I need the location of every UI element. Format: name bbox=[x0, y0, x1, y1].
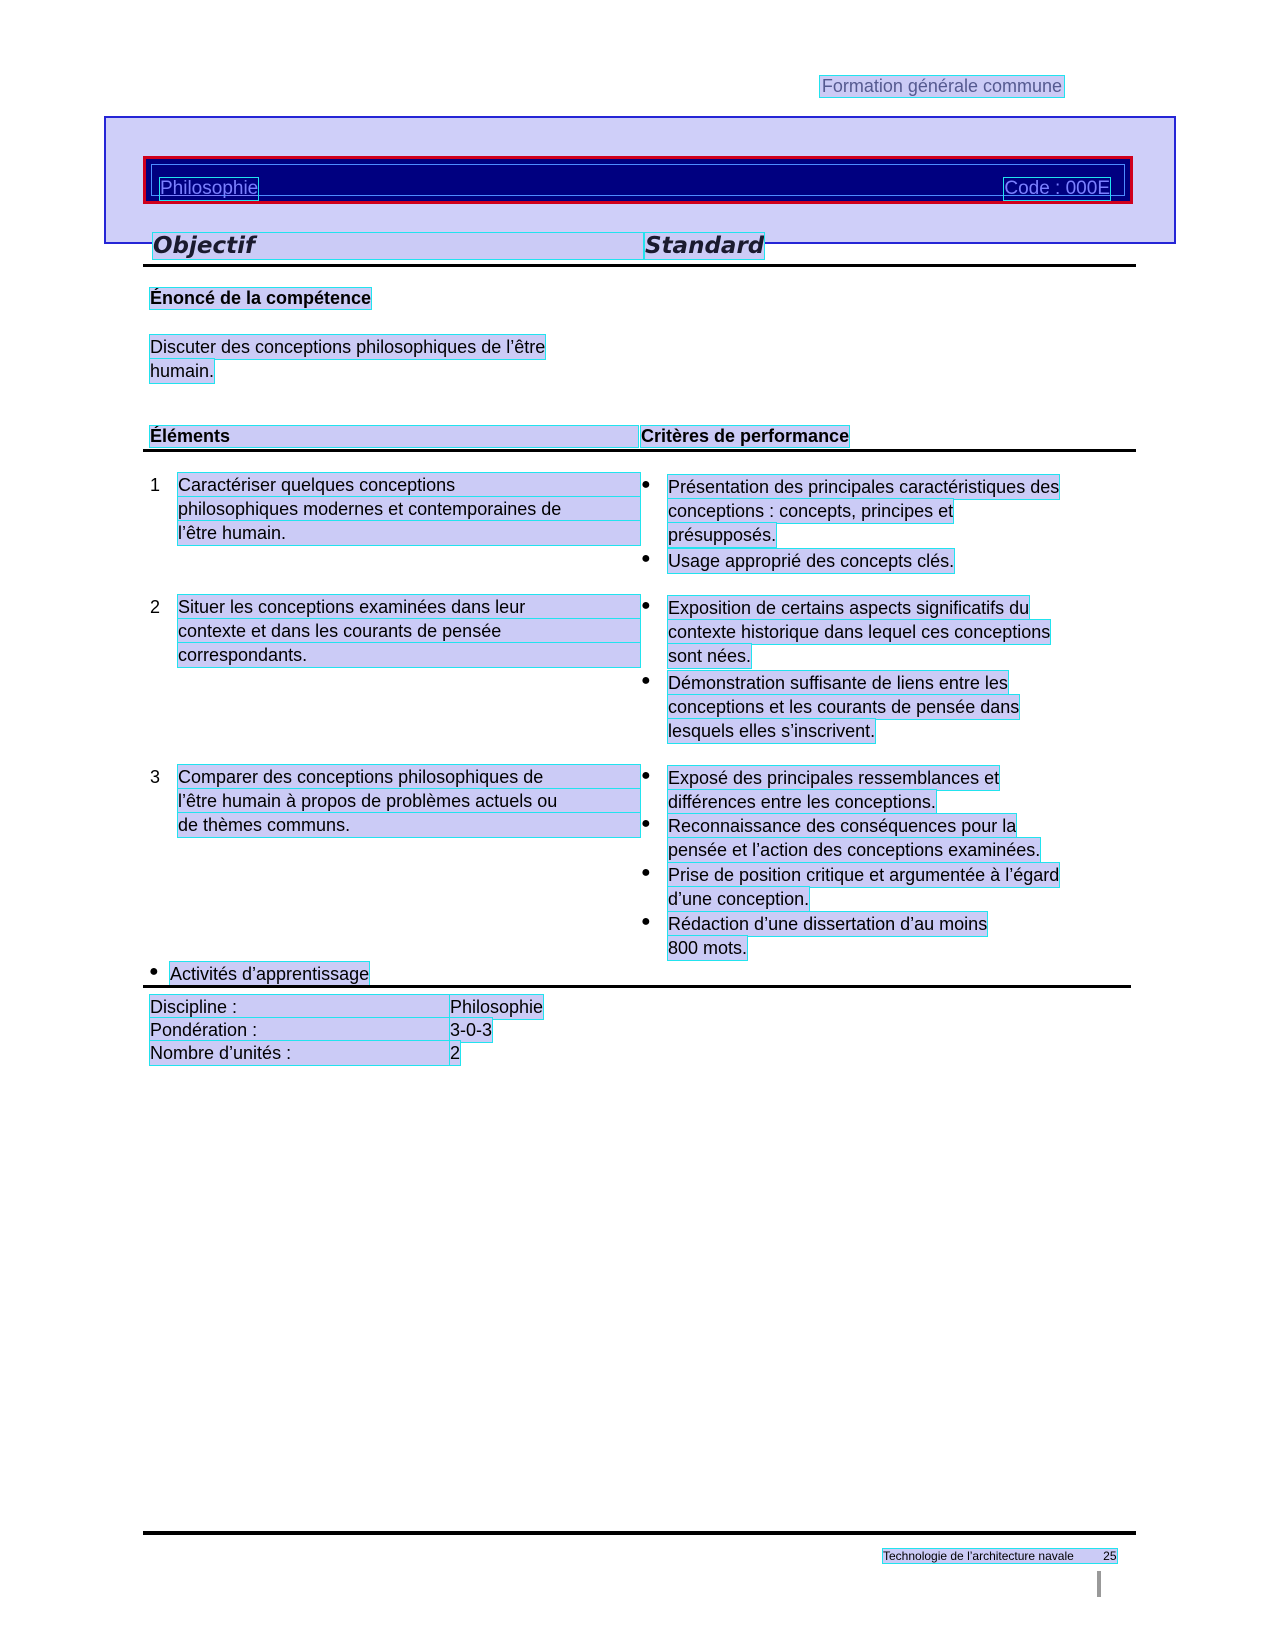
element-text-line: de thèmes communs. bbox=[178, 813, 640, 837]
criteria-heading: Critères de performance bbox=[641, 426, 850, 446]
competence-line-1: Discuter des conceptions philosophiques de l’être bbox=[150, 337, 546, 357]
bullet-icon: ● bbox=[641, 913, 651, 930]
criterion-line: Usage approprié des concepts clés. bbox=[668, 551, 955, 571]
criterion-line: Rédaction d’une dissertation d’au moins bbox=[668, 914, 988, 934]
criterion-line: lesquels elles s’inscrivent. bbox=[668, 721, 876, 741]
footer-text: Technologie de l’architecture navale bbox=[883, 1549, 1074, 1563]
element-text-line: philosophiques modernes et contemporaines de bbox=[178, 497, 640, 521]
criterion-line: Exposition de certains aspects significatifs du bbox=[668, 598, 1030, 618]
criterion-line: sont nées. bbox=[668, 646, 752, 666]
bullet-icon: ● bbox=[641, 550, 651, 567]
criterion-line: Reconnaissance des conséquences pour la bbox=[668, 816, 1017, 836]
criterion-line: pensée et l’action des conceptions examinées. bbox=[668, 840, 1041, 860]
element-text-line: correspondants. bbox=[178, 643, 640, 667]
discipline-value: Philosophie bbox=[450, 997, 544, 1017]
criterion-line: Exposé des principales ressemblances et bbox=[668, 768, 1000, 788]
page-footer bbox=[883, 1549, 1117, 1563]
criterion-line: 800 mots. bbox=[668, 938, 748, 958]
criterion-line: différences entre les conceptions. bbox=[668, 792, 936, 812]
element-number: 3 bbox=[150, 767, 161, 787]
element-number: 2 bbox=[150, 597, 161, 617]
bullet-icon: ● bbox=[641, 767, 651, 784]
elements-heading: Éléments bbox=[150, 426, 638, 447]
objective-rule bbox=[143, 264, 1136, 267]
bullet-icon: ● bbox=[641, 597, 651, 614]
criterion-line: conceptions : concepts, principes et bbox=[668, 501, 954, 521]
competence-heading: Énoncé de la compétence bbox=[150, 288, 372, 308]
ponderation-label: Pondération : bbox=[150, 1018, 452, 1042]
table-header-rule bbox=[143, 449, 1136, 452]
units-value: 2 bbox=[450, 1043, 461, 1063]
units-label: Nombre d’unités : bbox=[150, 1041, 452, 1065]
element-text-line: l’être humain à propos de problèmes actuels ou bbox=[178, 789, 640, 813]
standard-heading: Standard bbox=[645, 233, 765, 259]
element-text-line: Caractériser quelques conceptions bbox=[178, 473, 640, 497]
bullet-icon: ● bbox=[641, 815, 651, 832]
element-number: 1 bbox=[150, 475, 161, 495]
activities-rule bbox=[143, 985, 1131, 988]
criterion-line: présupposés. bbox=[668, 525, 777, 545]
ponderation-value: 3-0-3 bbox=[450, 1020, 493, 1040]
criterion-line: conceptions et les courants de pensée dans bbox=[668, 697, 1020, 717]
footer-rule bbox=[143, 1531, 1136, 1535]
bullet-icon: ● bbox=[149, 963, 159, 980]
criterion-line: Présentation des principales caractéristiques des bbox=[668, 477, 1060, 497]
criterion-line: contexte historique dans lequel ces conceptions bbox=[668, 622, 1051, 642]
activities-heading: Activités d’apprentissage bbox=[170, 964, 370, 984]
criterion-line: Démonstration suffisante de liens entre les bbox=[668, 673, 1008, 693]
title-bar bbox=[143, 156, 1133, 204]
element-text-line: l’être humain. bbox=[178, 521, 640, 545]
discipline-label: Discipline : bbox=[150, 995, 452, 1019]
objective-heading: Objectif bbox=[153, 233, 643, 259]
element-text-line: contexte et dans les courants de pensée bbox=[178, 619, 640, 643]
footer-marker bbox=[1097, 1571, 1101, 1597]
title-bar-inner bbox=[151, 164, 1125, 199]
course-title: Philosophie bbox=[160, 178, 259, 199]
bullet-icon: ● bbox=[641, 672, 651, 689]
course-code: Code : 000E bbox=[1004, 178, 1110, 199]
criterion-line: d’une conception. bbox=[668, 889, 810, 909]
element-text-line: Situer les conceptions examinées dans leur bbox=[178, 595, 640, 619]
element-text-line: Comparer des conceptions philosophiques de bbox=[178, 765, 640, 789]
bullet-icon: ● bbox=[641, 476, 651, 493]
section-label: Formation générale commune bbox=[821, 76, 1062, 96]
criterion-line: Prise de position critique et argumentée à l’égard bbox=[668, 865, 1060, 885]
bullet-icon: ● bbox=[641, 864, 651, 881]
page-number: 25 bbox=[1103, 1549, 1117, 1563]
competence-line-2: humain. bbox=[150, 361, 215, 381]
